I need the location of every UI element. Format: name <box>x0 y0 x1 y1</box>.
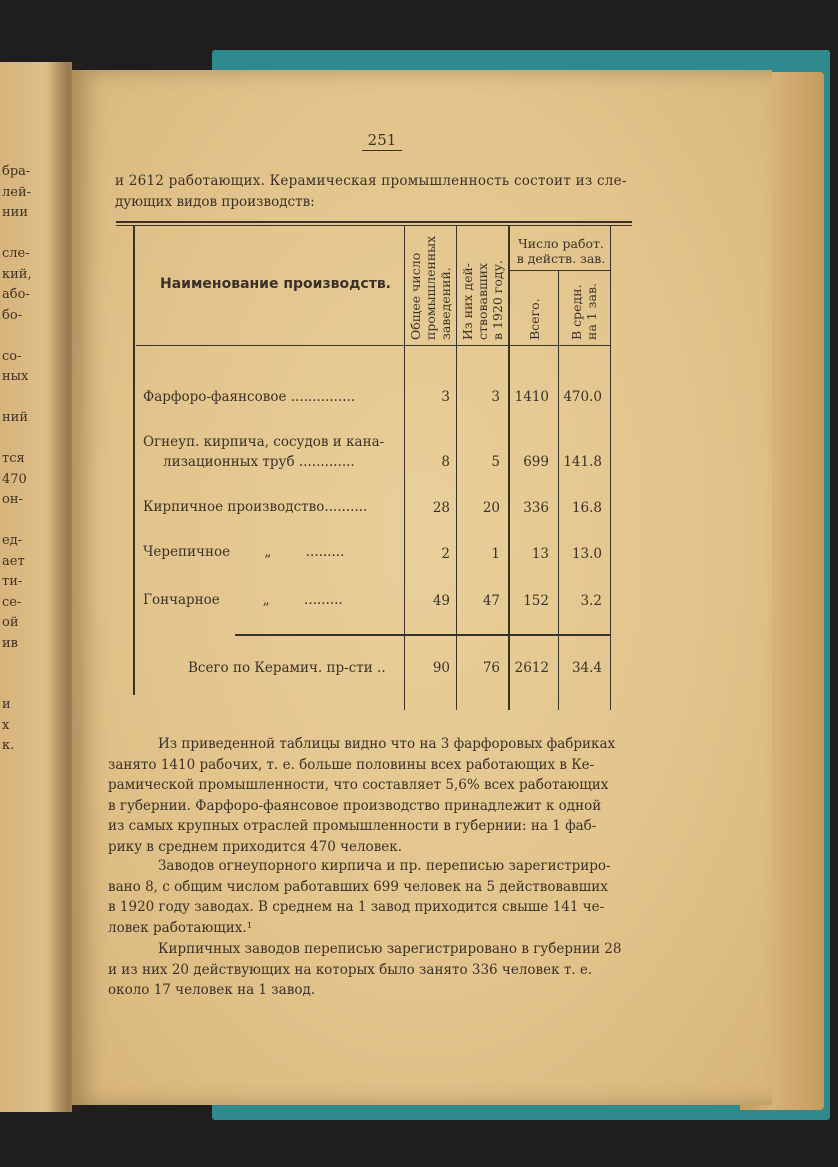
text-line: и 2612 работающих. Керамическая промышленность состоит из сле- <box>115 173 627 189</box>
column-header-active <box>460 230 505 340</box>
text-line: в 1920 году заводах. В среднем на 1 завод приходится свыше 141 че- <box>108 899 605 915</box>
left-page-fragment: 470 <box>2 471 27 487</box>
header-line: Из них дей- <box>460 262 475 340</box>
page-number: 251 <box>362 131 402 151</box>
column-group-header <box>512 236 610 266</box>
left-page-fragment: к. <box>2 738 15 753</box>
cell-total: 8 <box>441 454 450 470</box>
header-line: В средн. <box>569 284 584 340</box>
cell-workers: 1410 <box>514 389 549 405</box>
left-page-fragment: ти- <box>2 574 23 589</box>
text-line: ловек работающих.¹ <box>108 919 253 936</box>
left-page-fragment: х <box>2 717 10 733</box>
table-left-border <box>133 225 135 695</box>
header-bottom-rule <box>136 345 610 346</box>
header-line: ствовавших <box>475 262 490 340</box>
text-line: из самых крупных отраслей промышленности в губернии: на 1 фаб- <box>108 818 597 834</box>
left-page-fragment: ает <box>2 553 25 569</box>
header-line: Общее число <box>408 252 423 340</box>
cell-workers: 152 <box>523 593 549 609</box>
header-line: на 1 зав. <box>584 283 599 340</box>
header-line: Число работ. <box>518 236 604 251</box>
left-page-fragment: ных <box>2 369 29 384</box>
cell-workers: 13 <box>531 546 549 562</box>
cell-active: 76 <box>482 660 500 676</box>
left-page-fragment: ед- <box>2 533 23 548</box>
text-line: рику в среднем приходится 470 человек. <box>108 838 403 855</box>
cell-total: 2 <box>441 546 450 562</box>
header-line: промышленных <box>423 235 438 340</box>
table-top-rule-thin <box>116 225 632 226</box>
column-header-total <box>408 230 453 340</box>
text-line: занято 1410 рабочих, т. е. больше половины всех работающих в Ке- <box>108 756 595 773</box>
left-page-fragment <box>2 654 42 675</box>
paragraph <box>108 856 611 938</box>
column-header-avg <box>569 277 599 340</box>
paragraph <box>108 939 621 1001</box>
col-divider <box>610 225 611 710</box>
cell-total: 90 <box>432 660 450 676</box>
cell-workers: 2612 <box>514 660 549 676</box>
cell-active: 20 <box>482 500 500 516</box>
header-line: в 1920 году. <box>490 260 505 340</box>
text-line: около 17 человек на 1 завод. <box>108 982 316 998</box>
cell-total: 49 <box>432 593 450 609</box>
cell-avg: 141.8 <box>563 454 602 470</box>
left-page-fragment: або- <box>2 287 30 302</box>
left-page-fragment: сле- <box>2 246 30 261</box>
row-name: Гончарное „ ......... <box>143 592 343 608</box>
left-page-fragment <box>2 429 42 450</box>
cell-avg: 34.4 <box>571 660 602 676</box>
header-line: заведений. <box>438 267 453 340</box>
left-page-fragment: лей- <box>2 184 32 200</box>
cell-total: 28 <box>432 500 450 516</box>
text-line: рамической промышленности, что составляет 5,6% всех работающих <box>108 777 609 793</box>
left-page-fragment: бо- <box>2 307 23 323</box>
intro-paragraph <box>115 171 627 212</box>
right-page <box>72 70 772 1105</box>
left-page-fragment: он- <box>2 492 23 507</box>
cell-workers: 336 <box>523 500 549 516</box>
left-page-fragment <box>2 224 42 245</box>
row-name: Черепичное „ ......... <box>143 544 345 560</box>
left-page-fragment: нии <box>2 205 28 220</box>
column-header-name: Наименование производств. <box>160 276 391 292</box>
header-line: в действ. зав. <box>516 251 606 266</box>
left-page-fragment <box>2 326 42 347</box>
left-page-fragment: се- <box>2 594 22 610</box>
text-line: вано 8, с общим числом работавших 699 человек на 5 действовавших <box>108 878 608 895</box>
left-page-fragment: бра- <box>2 164 31 179</box>
row-name: лизационных труб ............. <box>163 454 355 470</box>
left-page-fragment: тся <box>2 451 25 466</box>
text-line: Заводов огнеупорного кирпича и пр. переписью зарегистриро- <box>158 858 611 874</box>
cell-avg: 470.0 <box>563 389 602 405</box>
cell-avg: 16.8 <box>571 500 602 516</box>
text-line: и из них 20 действующих на которых было занято 336 человек т. е. <box>108 961 593 978</box>
left-page-fragment <box>2 388 42 409</box>
cell-active: 3 <box>491 389 500 405</box>
text-line: дующих видов производств: <box>115 193 315 210</box>
left-page-text-fragments <box>2 162 42 757</box>
left-page-fragment <box>2 675 42 696</box>
left-page-fragment: кий, <box>2 266 32 282</box>
left-page-fragment <box>2 511 42 532</box>
row-name: Огнеуп. кирпича, сосудов и кана- <box>143 434 385 450</box>
left-page-fragment: и <box>2 697 11 712</box>
group-header-rule <box>510 270 610 271</box>
column-header-all: Всего. <box>527 298 542 340</box>
left-page-fragment: ой <box>2 615 19 630</box>
row-name: Фарфоро-фаянсовое ............... <box>143 389 356 405</box>
total-rule <box>235 634 610 636</box>
text-line: Из приведенной таблицы видно что на 3 фарфоровых фабриках <box>158 736 616 752</box>
cell-avg: 13.0 <box>571 546 602 562</box>
cell-active: 1 <box>491 546 500 562</box>
text-line: Кирпичных заводов переписью зарегистрировано в губернии 28 <box>158 941 622 957</box>
text-line: в губернии. Фарфоро-фаянсовое производство принадлежит к одной <box>108 797 602 814</box>
table-top-rule <box>116 221 632 223</box>
left-page-fragment: со- <box>2 348 22 364</box>
total-row-name: Всего по Керамич. пр-сти .. <box>188 660 386 676</box>
paragraph <box>108 734 615 857</box>
cell-active: 47 <box>482 593 500 609</box>
col-divider <box>558 270 559 710</box>
left-page-fragment: ив <box>2 635 18 651</box>
col-divider <box>404 225 405 710</box>
row-name: Кирпичное производство.......... <box>143 499 368 515</box>
cell-avg: 3.2 <box>580 593 602 609</box>
left-page-fragment: ний <box>2 410 28 425</box>
cell-active: 5 <box>491 454 500 470</box>
cell-workers: 699 <box>523 454 549 470</box>
cell-total: 3 <box>441 389 450 405</box>
